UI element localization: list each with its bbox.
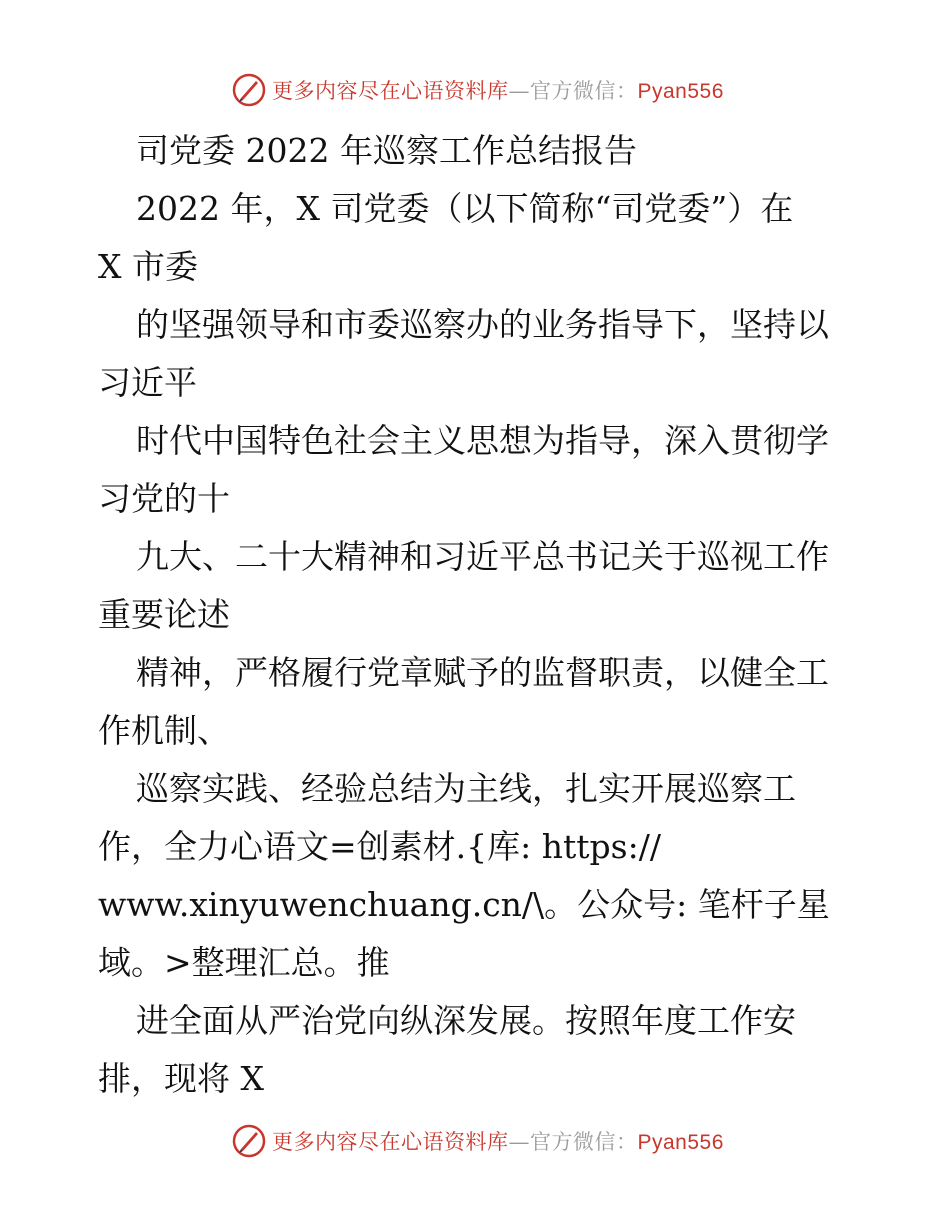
watermark-text: 更多内容尽在心语资料库—官方微信：Pyan556	[272, 1130, 724, 1154]
paragraph-line: 排，现将 X	[98, 1059, 264, 1098]
paragraph-line: www.xinyuwenchuang.cn/\。公众号: 笔杆子星	[98, 885, 830, 924]
quill-logo-icon	[232, 1124, 266, 1158]
paragraph-line: 2022 年，X 司党委（以下简称“司党委”）在	[136, 189, 794, 228]
document-title: 司党委 2022 年巡察工作总结报告	[136, 131, 637, 170]
paragraph-line: 的坚强领导和市委巡察办的业务指导下，坚持以	[136, 305, 829, 344]
paragraph-line: 习近平	[98, 363, 197, 402]
paragraph-line: 作，全力心语文=创素材.{库: https://	[98, 827, 661, 866]
document-body	[98, 122, 858, 1108]
paragraph-line: 精神，严格履行党章赋予的监督职责，以健全工	[136, 653, 829, 692]
paragraph-line: 进全面从严治党向纵深发展。按照年度工作安	[136, 1001, 796, 1040]
paragraph-line: 作机制、	[98, 711, 230, 750]
paragraph-line: 九大、二十大精神和习近平总书记关于巡视工作	[136, 537, 829, 576]
paragraph-line: 习党的十	[98, 479, 230, 518]
paragraph-line: 域。>整理汇总。推	[98, 943, 390, 982]
footer-watermark	[232, 1121, 724, 1161]
paragraph-line: 时代中国特色社会主义思想为指导，深入贯彻学	[136, 421, 829, 460]
quill-logo-icon	[232, 73, 266, 107]
paragraph-line: 重要论述	[98, 595, 230, 634]
paragraph-line: X 市委	[98, 247, 198, 286]
watermark-text: 更多内容尽在心语资料库—官方微信：Pyan556	[272, 79, 724, 103]
header-watermark	[232, 70, 724, 110]
paragraph-line: 巡察实践、经验总结为主线，扎实开展巡察工	[136, 769, 796, 808]
